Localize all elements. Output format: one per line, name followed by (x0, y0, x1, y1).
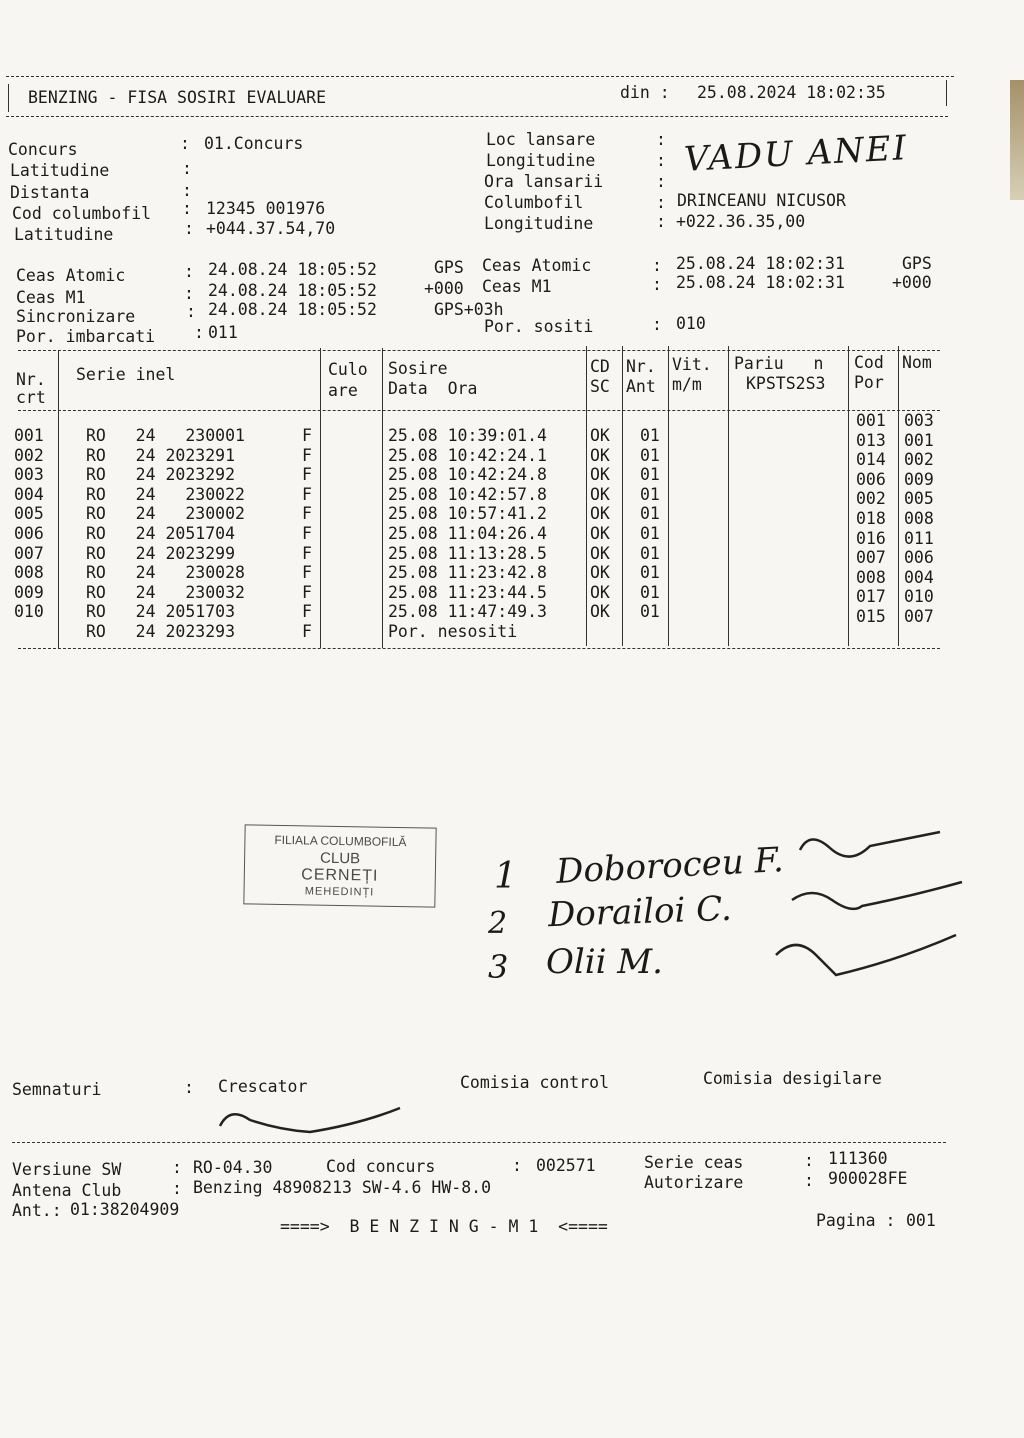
header-cod: Cod (854, 353, 884, 372)
clock-label: Ceas M1 (482, 277, 552, 296)
antenna-number: 01 (640, 543, 660, 563)
info-value-concurs: 01.Concurs (204, 134, 304, 153)
cod-por-value: 008 (856, 567, 886, 587)
footer-banner: ====> B E N Z I N G - M 1 <==== (280, 1217, 608, 1236)
footer-serie-ceas: 111360 (828, 1149, 888, 1168)
ring-serial: RO 24 230001 (86, 426, 245, 445)
antenna-number: 01 (640, 602, 660, 622)
info-colon: : (186, 302, 196, 321)
ring-sex: F (302, 445, 312, 465)
header-pariu: Pariu n (734, 354, 824, 373)
info-label-cod-columbofil: Cod columbofil (12, 204, 152, 223)
committee-member: Dorailoi C. (547, 888, 733, 936)
clock-value: 25.08.24 18:02:31 (676, 273, 845, 292)
info-colon: : (656, 212, 666, 231)
info-colon: : (184, 219, 194, 238)
cod-por-value: 007 (856, 548, 886, 568)
header-crt: crt (16, 388, 46, 407)
info-colon: : (656, 193, 666, 212)
info-label-columbofil: Columbofil (484, 193, 584, 212)
cd-status: OK (590, 465, 610, 485)
arrival-time: 25.08 11:23:42.8 (388, 563, 547, 583)
info-label-concurs: Concurs (8, 140, 78, 159)
header-nr: Nr. (16, 370, 46, 389)
row-number: 002 (14, 445, 44, 465)
header-mm: m/m (672, 375, 702, 394)
cod-por-value: 017 (856, 587, 886, 607)
ring-serial: RO 24 230032 (86, 582, 245, 602)
nom-value: 001 (904, 430, 934, 450)
ring-serial: RO 24 2023299 (86, 543, 236, 563)
nom-value: 007 (904, 607, 934, 626)
info-colon: : (184, 1078, 194, 1097)
ring-serial: RO 24 2023293 (86, 622, 236, 641)
info-label-distanta: Distanta (10, 183, 90, 202)
header-sc: SC (590, 377, 610, 396)
ring-sex: F (302, 465, 312, 485)
count-imbarcati: 011 (208, 323, 238, 342)
arrival-time: 25.08 10:42:57.8 (388, 484, 547, 504)
ring-serial: RO 24 2023291 (86, 445, 236, 465)
info-colon: : (656, 130, 666, 149)
antenna-number: 01 (640, 524, 660, 543)
info-colon: : (182, 199, 192, 218)
footer-versiune: RO-04.30 (193, 1158, 273, 1177)
footer-label: Antena Club (12, 1181, 122, 1200)
cod-por-value: 016 (856, 528, 886, 548)
header-data-ora: Data Ora (388, 379, 478, 398)
info-value-columbofil: DRINCEANU NICUSOR (677, 191, 846, 210)
clock-label: Por. imbarcati (16, 327, 156, 346)
header-sosire: Sosire (388, 359, 448, 378)
cd-status: OK (590, 504, 610, 524)
clock-value: 24.08.24 18:05:52 (208, 281, 377, 300)
signature-2 (792, 882, 962, 909)
clock-label: Por. sositi (484, 317, 594, 336)
cod-por-value: 014 (856, 450, 886, 470)
footer-label: Pagina : (816, 1211, 896, 1230)
info-colon: : (184, 284, 194, 303)
footer-label: Versiune SW (12, 1160, 122, 1179)
footer-label: Ant.: (12, 1201, 62, 1220)
footer-label: Cod concurs (326, 1157, 436, 1176)
ring-sex: F (302, 426, 312, 445)
nom-value: 010 (904, 587, 934, 607)
cod-por-value: 002 (856, 489, 886, 509)
cd-status: OK (590, 445, 610, 465)
nom-value: 011 (904, 528, 934, 548)
clock-label: Ceas Atomic (16, 266, 126, 285)
header-ant: Ant (626, 377, 656, 396)
ring-sex: F (302, 582, 312, 602)
signature-comisia-desigilare: Comisia desigilare (703, 1069, 882, 1088)
arrival-time: Por. nesositi (388, 622, 518, 641)
ring-serial: RO 24 2023292 (86, 465, 236, 485)
cod-por-value: 006 (856, 469, 886, 489)
report-date: 25.08.2024 18:02:35 (697, 83, 886, 102)
footer-label: Serie ceas (644, 1153, 744, 1172)
arrival-time: 25.08 10:57:41.2 (388, 504, 547, 524)
info-colon: : (184, 262, 194, 281)
clock-value: 24.08.24 18:05:52 (208, 300, 377, 319)
nom-value: 002 (904, 450, 934, 470)
info-label-loc-lansare: Loc lansare (486, 130, 596, 149)
clock-label: Ceas Atomic (482, 256, 592, 275)
signatures-label: Semnaturi (12, 1080, 102, 1099)
ring-sex: F (302, 563, 312, 583)
info-colon: : (656, 151, 666, 170)
cd-status: OK (590, 524, 610, 543)
row-number: 005 (14, 504, 44, 524)
clock-label: Ceas M1 (16, 288, 86, 307)
footer-autorizare: 900028FE (828, 1169, 908, 1188)
committee-number: 2 (488, 906, 508, 941)
stamp-line-4: MEHEDINȚI (304, 885, 375, 899)
clock-suffix: +000 (424, 279, 464, 298)
info-colon: : (172, 1158, 182, 1177)
ring-sex: F (302, 622, 312, 641)
arrival-time: 25.08 11:47:49.3 (388, 602, 547, 622)
nom-value: 009 (904, 469, 934, 489)
cod-por-value: 015 (856, 607, 886, 626)
arrival-time: 25.08 11:13:28.5 (388, 543, 547, 563)
footer-antena: Benzing 48908213 SW-4.6 HW-8.0 (193, 1178, 492, 1197)
antenna-number: 01 (640, 563, 660, 583)
arrival-time: 25.08 10:39:01.4 (388, 426, 547, 445)
cod-por-value: 018 (856, 509, 886, 528)
antenna-number: 01 (640, 504, 660, 524)
arrival-time: 25.08 10:42:24.8 (388, 465, 547, 485)
ring-sex: F (302, 484, 312, 504)
info-colon: : (652, 275, 662, 294)
antenna-number: 01 (640, 445, 660, 465)
clock-suffix: +000 (892, 273, 932, 292)
header-culoare: Culo (328, 360, 368, 379)
cd-status: OK (590, 543, 610, 563)
breeder-signature (220, 1108, 400, 1132)
committee-member: Olii M. (546, 942, 663, 982)
arrival-time: 25.08 11:04:26.4 (388, 524, 547, 543)
cd-status: OK (590, 602, 610, 622)
nom-value: 006 (904, 548, 934, 568)
ring-sex: F (302, 602, 312, 622)
committee-number: 1 (494, 856, 517, 897)
info-value-longitudine: +022.36.35,00 (676, 212, 806, 231)
footer-page: 001 (906, 1211, 936, 1230)
cd-status: OK (590, 426, 610, 445)
cd-status: OK (590, 582, 610, 602)
signature-3 (776, 935, 956, 975)
sheet-title: BENZING - FISA SOSIRI EVALUARE (28, 88, 327, 107)
row-number: 004 (14, 484, 44, 504)
clock-suffix: GPS+03h (434, 300, 504, 319)
ring-serial: RO 24 230022 (86, 484, 245, 504)
nom-value: 005 (904, 489, 934, 509)
signature-crescator: Crescator (218, 1077, 308, 1096)
info-label-ora-lansarii: Ora lansarii (484, 172, 604, 191)
header-vit: Vit. (672, 355, 712, 374)
header-cd: CD (590, 357, 610, 376)
header-kpsts: KPSTS2S3 (746, 374, 826, 393)
clock-suffix: GPS (434, 258, 464, 277)
header-nr-ant: Nr. (626, 357, 656, 376)
footer-label: Autorizare (644, 1173, 744, 1192)
row-number: 010 (14, 602, 44, 622)
info-colon: : (172, 1179, 182, 1198)
info-label-latitudine: Latitudine (10, 161, 110, 180)
footer-ant: 01:38204909 (70, 1200, 180, 1219)
row-number: 001 (14, 426, 44, 445)
ring-serial: RO 24 230028 (86, 563, 245, 583)
ring-sex: F (302, 504, 312, 524)
info-value-cod-columbofil: 12345 001976 (206, 199, 326, 218)
cod-por-value: 013 (856, 430, 886, 450)
footer-cod-concurs: 002571 (536, 1156, 596, 1175)
info-label-longitudine-2: Longitudine (484, 214, 594, 233)
committee-number: 3 (488, 948, 509, 986)
info-colon: : (512, 1156, 522, 1175)
header-serie-inel: Serie inel (76, 365, 176, 384)
info-colon: : (194, 323, 204, 342)
row-number: 006 (14, 524, 44, 543)
info-colon: : (182, 181, 192, 200)
row-number: 008 (14, 563, 44, 583)
antenna-number: 01 (640, 582, 660, 602)
clock-label: Sincronizare (16, 307, 136, 326)
ring-serial: RO 24 2051703 (86, 602, 236, 622)
ring-serial: RO 24 230002 (86, 504, 245, 524)
nom-value: 004 (904, 567, 934, 587)
header-nom: Nom (902, 353, 932, 372)
handwritten-release-place: VADU ANEI (683, 128, 909, 180)
signature-comisia-control: Comisia control (460, 1073, 610, 1092)
info-label-longitudine: Longitudine (486, 151, 596, 170)
row-number: 009 (14, 582, 44, 602)
ring-serial: RO 24 2051704 (86, 524, 236, 543)
clock-suffix: GPS (902, 254, 932, 273)
nom-value: 003 (904, 411, 934, 430)
count-sositi: 010 (676, 314, 706, 333)
arrival-time: 25.08 10:42:24.1 (388, 445, 547, 465)
ring-sex: F (302, 524, 312, 543)
antenna-number: 01 (640, 465, 660, 485)
clock-value: 24.08.24 18:05:52 (208, 260, 377, 279)
info-value-latitudine: +044.37.54,70 (206, 219, 336, 238)
info-colon: : (652, 315, 662, 334)
info-colon: : (180, 134, 190, 153)
stamp-line-2: CLUB (319, 849, 361, 868)
antenna-number: 01 (640, 484, 660, 504)
clock-value: 25.08.24 18:02:31 (676, 254, 845, 273)
header-por: Por (854, 373, 884, 392)
footer-top-rule (12, 1142, 946, 1143)
info-colon: : (182, 159, 192, 178)
ring-sex: F (302, 543, 312, 563)
header-culoare-2: are (328, 381, 358, 400)
info-colon: : (804, 1151, 814, 1170)
date-label: din : (620, 83, 670, 102)
info-colon: : (804, 1171, 814, 1190)
nom-value: 008 (904, 509, 934, 528)
info-label-latitudine-2: Latitudine (14, 225, 114, 244)
stamp-line-1: FILIALA COLUMBOFILĂ (274, 832, 407, 850)
cd-status: OK (590, 563, 610, 583)
row-number: 003 (14, 465, 44, 485)
committee-member: Doboroceu F. (555, 840, 785, 892)
arrival-time: 25.08 11:23:44.5 (388, 582, 547, 602)
info-colon: : (652, 256, 662, 275)
info-colon: : (656, 172, 666, 191)
cod-por-value: 001 (856, 411, 886, 430)
signature-1 (800, 832, 940, 857)
stamp-line-3: CERNEȚI (301, 866, 379, 885)
antenna-number: 01 (640, 426, 660, 445)
cd-status: OK (590, 484, 610, 504)
row-number: 007 (14, 543, 44, 563)
